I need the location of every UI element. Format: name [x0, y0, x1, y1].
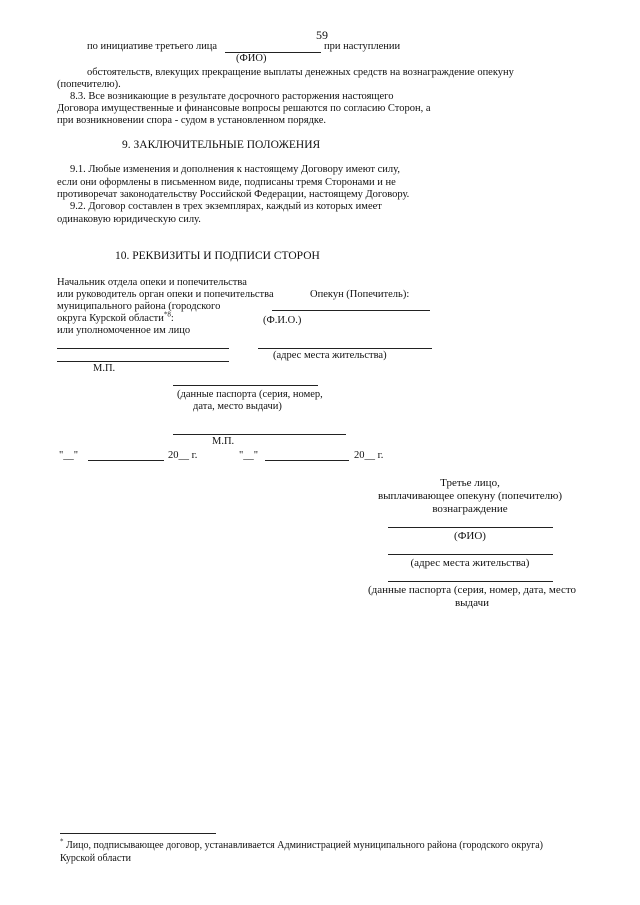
clause-8-2-line2: обстоятельств, влекущих прекращение выплаты денежных средств на вознаграждение опекуну — [87, 67, 514, 78]
third-party-address-line — [388, 554, 553, 555]
guardian-passport-line1: (данные паспорта (серия, номер, — [177, 389, 323, 400]
third-party-line3: вознаграждение — [432, 503, 508, 515]
footnote-asterisk: * — [60, 837, 64, 846]
section-9-p1-line1: 9.1. Любые изменения и дополнения к настоящему Договору имеют силу, — [70, 164, 400, 175]
footnote-separator — [60, 833, 216, 834]
third-party-line1: Третье лицо, — [440, 477, 500, 489]
footnote-mark: *8 — [163, 310, 171, 319]
section-10-title: 10. РЕКВИЗИТЫ И ПОДПИСИ СТОРОН — [115, 250, 320, 262]
third-party-passport-line2: выдачи — [454, 597, 490, 609]
section-9-p1-line2: если они оформлены в письменном виде, подписаны тремя Сторонами и не — [57, 177, 396, 188]
section-9-p2-line2: одинаковую юридическую силу. — [57, 214, 201, 225]
guardian-label: Опекун (Попечитель): — [310, 289, 410, 300]
guardian-fio-label: (Ф.И.О.) — [263, 315, 302, 326]
date-right-quote: "__" — [239, 450, 259, 461]
left-signatory-line1: Начальник отдела опеки и попечительства — [57, 277, 247, 288]
clause-8-2-line3: (попечителю). — [57, 79, 121, 90]
date-left-quote: "__" — [59, 450, 79, 461]
guardian-passport-line — [173, 385, 318, 386]
left-signatory-line5: или уполномоченное им лицо — [57, 325, 191, 336]
clause-8-3-line2: Договора имущественные и финансовые вопросы решаются по согласию Сторон, а — [57, 103, 431, 114]
date-right-year: 20__ г. — [354, 450, 384, 461]
section-9-p2-line1: 9.2. Договор составлен в трех экземплярах, каждый из которых имеет — [70, 201, 382, 212]
left-signatory-line2: или руководитель орган опеки и попечительства — [57, 289, 274, 300]
third-party-passport-line — [388, 581, 553, 582]
date-left-year: 20__ г. — [168, 450, 198, 461]
left-signatory-line3: муниципального района (городского — [57, 301, 221, 312]
left-stamp-label: М.П. — [93, 363, 116, 374]
third-party-signature-line — [388, 527, 553, 528]
guardian-address-label: (адрес места жительства) — [273, 350, 387, 361]
guardian-stamp-label: М.П. — [212, 436, 235, 447]
third-party-fio-label: (ФИО) — [454, 530, 486, 542]
section-9-p1-line3: противоречат законодательству Российской Федерации, настоящему Договору. — [57, 189, 410, 200]
clause-8-3-line3: при возникновении спора - судом в установленном порядке. — [57, 115, 327, 126]
guardian-extra-line — [173, 434, 346, 435]
guardian-passport-line2: дата, место выдачи) — [193, 401, 282, 412]
footnote-line1: * Лицо, подписывающее договор, устанавливается Администрацией муниципального района (городского округа) — [60, 837, 543, 851]
clause-8-3-line1: 8.3. Все возникающие в результате досрочного расторжения настоящего — [70, 91, 394, 102]
clause-8-2-line1-end: при наступлении — [324, 41, 401, 52]
third-party-line2: выплачивающее опекуну (попечителю) — [377, 490, 563, 502]
footnote-line2: Курской области — [60, 853, 131, 864]
guardian-address-line — [258, 348, 432, 349]
page-number: 59 — [316, 28, 328, 42]
section-9-title: 9. ЗАКЛЮЧИТЕЛЬНЫЕ ПОЛОЖЕНИЯ — [122, 139, 321, 151]
fio-label: (ФИО) — [236, 53, 267, 64]
clause-8-2-line1-start: по инициативе третьего лица — [87, 41, 218, 52]
third-party-passport-line1: (данные паспорта (серия, номер, дата, место — [367, 584, 577, 596]
date-right-month-line — [265, 460, 349, 461]
date-left-month-line — [88, 460, 164, 461]
left-signatory-line4: округа Курской области$^{*8}$: — [57, 310, 174, 324]
left-signature-line-1 — [57, 348, 229, 349]
third-party-address-label: (адрес места жительства) — [410, 557, 530, 569]
guardian-signature-line — [272, 310, 430, 311]
left-signature-line-2 — [57, 361, 229, 362]
